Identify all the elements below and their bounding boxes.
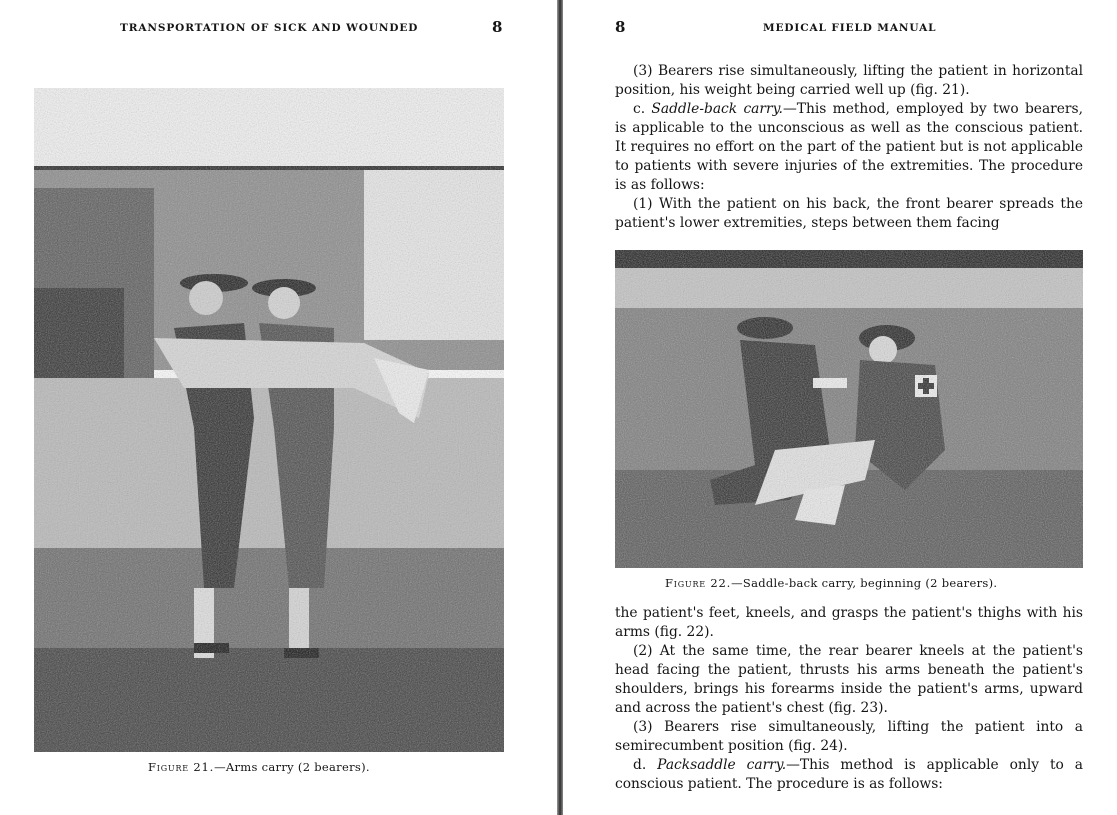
paragraph-6: (3) Bearers rise simultaneously, lifting the patient into a semirecumbent position (fig. 24).	[615, 719, 1083, 754]
figure-22-photo	[615, 250, 1083, 568]
paragraph-4: the patient's feet, kneels, and grasps the patient's thighs with his arms (fig. 22).	[615, 605, 1083, 640]
saddle-back-carry-photo-image	[615, 250, 1083, 568]
right-running-head: MEDICAL FIELD MANUAL	[763, 22, 937, 34]
left-running-head: TRANSPORTATION OF SICK AND WOUNDED	[120, 22, 419, 34]
left-page	[0, 0, 557, 815]
paragraph-2-title: Saddle-back carry.	[651, 101, 783, 117]
right-page-number: 8	[615, 18, 626, 36]
figure-22-label: Figure 22.	[665, 576, 732, 590]
paragraph-2-body: —This method, employed by two bearers, is applicable to the unconscious as well as the conscious patient. It requires no effort on the part of the patient but is not applicable to patients with severe injuries of the extremities. The procedure is as follows:	[615, 101, 1083, 193]
paragraph-2	[615, 100, 1083, 195]
figure-21-caption	[148, 760, 370, 774]
figure-21-title: —Arms carry (2 bearers).	[214, 760, 370, 774]
paragraph-7-prefix: d.	[633, 757, 658, 773]
paragraph-7-body: —This method is applicable only to a conscious patient. The procedure is as follows:	[615, 757, 1083, 792]
left-page-number: 8	[492, 18, 503, 36]
figure-21-photo	[34, 88, 504, 752]
paragraph-2-prefix: c.	[633, 101, 652, 117]
paragraph-7	[615, 756, 1083, 794]
paragraph-7-title: Packsaddle carry.	[657, 757, 787, 773]
figure-22-title: —Saddle-back carry, beginning (2 bearers).	[731, 576, 998, 590]
arms-carry-photo-image	[34, 88, 504, 752]
figure-21-label: Figure 21.	[148, 760, 215, 774]
right-page	[563, 0, 1117, 815]
text-block-top	[615, 62, 1083, 233]
paragraph-3: (1) With the patient on his back, the front bearer spreads the patient's lower extremities, steps between them facing	[615, 196, 1083, 231]
paragraph-5: (2) At the same time, the rear bearer kneels at the patient's head facing the patient, thrusts his arms beneath the patient's shoulders, brings his forearms inside the patient's arms, upward and across the patient's chest (fig. 23).	[615, 643, 1083, 716]
figure-22-caption	[665, 576, 997, 590]
paragraph-1: (3) Bearers rise simultaneously, lifting the patient in horizontal position, his weight being carried well up (fig. 21).	[615, 63, 1083, 98]
text-block-bottom	[615, 604, 1083, 794]
